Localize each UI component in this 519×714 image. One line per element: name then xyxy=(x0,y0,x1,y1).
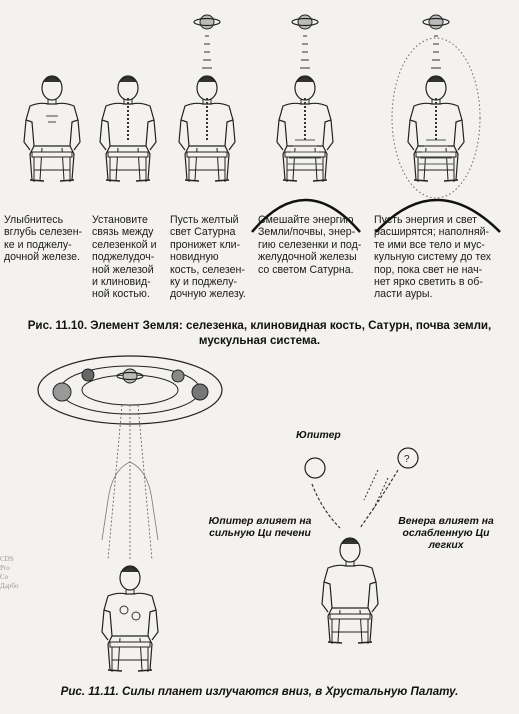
step-5-caption: Пусть энергия и свет расширятся; наполняй- те ими все тело и мус- кульную систему до тех пор, пока свет не нач- нет ярко светить в об- ласти ауры. xyxy=(374,214,492,301)
figure-11-11-caption: Рис. 11.11. Силы планет излучаются вниз, в Хрустальную Палату. xyxy=(60,685,459,698)
figure-11-10-person-2 xyxy=(100,76,156,182)
saturn-icon xyxy=(423,15,449,29)
figure-11-11-right-person xyxy=(322,538,378,644)
saturn-icon xyxy=(194,15,220,29)
figure-11-10-person-4 xyxy=(277,15,333,182)
question-mark-icon: ? xyxy=(404,454,410,465)
figure-11-10-caption: Рис. 11.10. Элемент Земля: селезенка, клиновидная кость, Сатурн, почва земли, мускульная система. xyxy=(27,319,492,347)
jupiter-icon xyxy=(305,458,325,478)
step-4-caption: Смешайте энергию Земли/почвы, энер- гию селезенки и под- желудочной железы со светом Сатурна. xyxy=(258,214,362,276)
jupiter-liver-label: Юпитер влияет на сильную Ци печени xyxy=(208,516,312,539)
step-1-caption: Улыбнитесь вглубь селезен- ке и поджелу- дочной железе. xyxy=(4,214,83,264)
figure-11-10-person-1 xyxy=(24,76,80,182)
watermark-stamp: CDS Pro Со Дарбо xyxy=(0,555,19,590)
step-2-caption: Установите связь между селезенкой и поджелудоч- ной железой и клиновид- ной костью. xyxy=(92,214,157,301)
figure-11-11-left-person xyxy=(102,566,158,672)
step-3-caption: Пусть желтый свет Сатурна пронижет кли- новидную кость, селезен- ку и поджелу- дочную железу. xyxy=(170,214,246,301)
figure-11-10-person-5 xyxy=(392,15,480,198)
saturn-icon xyxy=(292,15,318,29)
jupiter-label: Юпитер xyxy=(296,430,341,441)
figure-11-10-person-3 xyxy=(179,15,235,182)
venus-lungs-label: Венера влияет на ослабленную Ци легких xyxy=(398,516,494,551)
figure-11-11-planetary-diagram xyxy=(38,356,222,560)
